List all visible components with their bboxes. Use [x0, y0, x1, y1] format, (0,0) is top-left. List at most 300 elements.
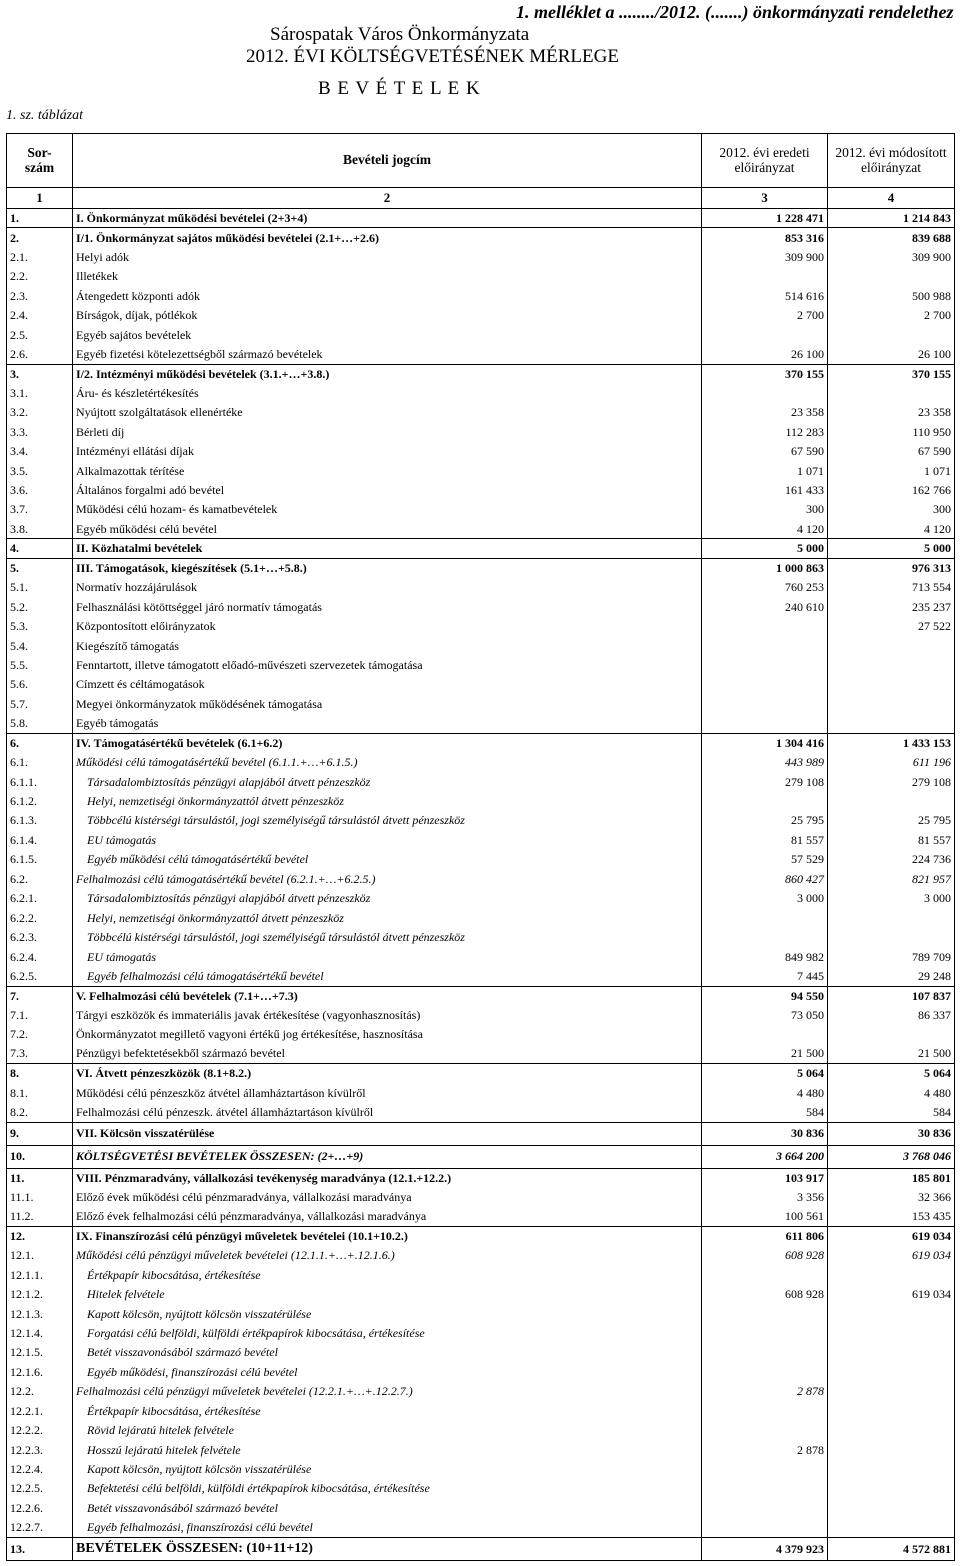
row-number: 6.1.1. — [7, 772, 73, 791]
modified-value: 153 435 — [828, 1207, 955, 1226]
modified-value: 789 709 — [828, 947, 955, 966]
row-number: 2.2. — [7, 267, 73, 286]
modified-value — [828, 1499, 955, 1518]
modified-value — [828, 1304, 955, 1323]
row-label: Fenntartott, illetve támogatott előadó-művészeti szervezetek támogatása — [73, 656, 702, 675]
table-row — [7, 422, 955, 441]
original-value — [702, 675, 828, 694]
original-value: 760 253 — [702, 578, 828, 597]
original-value — [702, 1518, 828, 1537]
original-value: 309 900 — [702, 247, 828, 266]
row-label: Helyi, nemzetiségi önkormányzattól átvett pénzeszköz — [73, 908, 702, 927]
row-number: 3. — [7, 364, 73, 383]
header-eredeti: 2012. évi eredeti előirányzat — [702, 134, 828, 188]
original-value: 30 836 — [702, 1122, 828, 1145]
modified-value: 4 480 — [828, 1083, 955, 1102]
header-modositott: 2012. évi módosított előirányzat — [828, 134, 955, 188]
modified-value: 23 358 — [828, 403, 955, 422]
row-label: Tárgyi eszközök és immateriális javak értékesítése (vagyonhasznosítás) — [73, 1005, 702, 1024]
table-row — [7, 1421, 955, 1440]
original-value: 2 878 — [702, 1440, 828, 1459]
modified-value: 976 313 — [828, 558, 955, 577]
original-value: 100 561 — [702, 1207, 828, 1226]
original-value: 1 000 863 — [702, 558, 828, 577]
original-value — [702, 1460, 828, 1479]
original-value: 5 000 — [702, 539, 828, 558]
table-row — [7, 228, 955, 247]
header-col-number: 2 — [73, 188, 702, 209]
modified-value — [828, 694, 955, 713]
modified-value — [828, 714, 955, 733]
row-label: Kiegészítő támogatás — [73, 636, 702, 655]
modified-value — [828, 636, 955, 655]
row-label: Áru- és készletértékesítés — [73, 383, 702, 402]
modified-value: 839 688 — [828, 228, 955, 247]
original-value: 2 878 — [702, 1382, 828, 1401]
table-row — [7, 1460, 955, 1479]
table-row — [7, 442, 955, 461]
table-row — [7, 850, 955, 869]
table-row — [7, 1324, 955, 1343]
row-label: VI. Átvett pénzeszközök (8.1+8.2.) — [73, 1064, 702, 1083]
row-number: 12.1. — [7, 1246, 73, 1265]
table-row — [7, 481, 955, 500]
original-value: 112 283 — [702, 422, 828, 441]
modified-value: 27 522 — [828, 617, 955, 636]
modified-value: 29 248 — [828, 967, 955, 986]
row-label: Értékpapír kibocsátása, értékesítése — [73, 1265, 702, 1284]
row-number: 3.3. — [7, 422, 73, 441]
original-value — [702, 1421, 828, 1440]
row-number: 5.4. — [7, 636, 73, 655]
table-row — [7, 1246, 955, 1265]
row-label: BEVÉTELEK ÖSSZESEN: (10+11+12) — [73, 1537, 702, 1560]
modified-value: 5 000 — [828, 539, 955, 558]
modified-value — [828, 267, 955, 286]
modified-value: 2 700 — [828, 306, 955, 325]
modified-value — [828, 1440, 955, 1459]
table-row — [7, 694, 955, 713]
original-value — [702, 617, 828, 636]
row-number: 6.2.4. — [7, 947, 73, 966]
original-value: 5 064 — [702, 1064, 828, 1083]
row-number: 6. — [7, 733, 73, 752]
row-number: 6.1.5. — [7, 850, 73, 869]
row-label: EU támogatás — [73, 947, 702, 966]
original-value: 26 100 — [702, 345, 828, 364]
table-row — [7, 1537, 955, 1560]
table-row — [7, 831, 955, 850]
row-label: Egyéb felhalmozási célú támogatásértékű bevétel — [73, 967, 702, 986]
original-value — [702, 1362, 828, 1381]
row-label: Egyéb működési célú támogatásértékű bevétel — [73, 850, 702, 869]
modified-value — [828, 1265, 955, 1284]
modified-value — [828, 1401, 955, 1420]
modified-value: 86 337 — [828, 1005, 955, 1024]
row-number: 12.2.5. — [7, 1479, 73, 1498]
table-row — [7, 714, 955, 733]
row-label: Hosszú lejáratú hitelek felvétele — [73, 1440, 702, 1459]
row-number: 3.4. — [7, 442, 73, 461]
modified-value — [828, 1382, 955, 1401]
table-row — [7, 1382, 955, 1401]
original-value: 4 120 — [702, 520, 828, 539]
row-number: 12.2.6. — [7, 1499, 73, 1518]
modified-value: 370 155 — [828, 364, 955, 383]
row-number: 6.2. — [7, 869, 73, 888]
row-number: 2.6. — [7, 345, 73, 364]
original-value: 4 480 — [702, 1083, 828, 1102]
row-number: 6.1.4. — [7, 831, 73, 850]
modified-value: 3 000 — [828, 889, 955, 908]
row-number: 11.1. — [7, 1188, 73, 1207]
row-label: Kapott kölcsön, nyújtott kölcsön visszatérülése — [73, 1460, 702, 1479]
row-label: Alkalmazottak térítése — [73, 461, 702, 480]
original-value: 7 445 — [702, 967, 828, 986]
table-row — [7, 636, 955, 655]
row-label: VII. Kölcsön visszatérülése — [73, 1122, 702, 1145]
modified-value: 235 237 — [828, 597, 955, 616]
modified-value: 619 034 — [828, 1246, 955, 1265]
table-row — [7, 1207, 955, 1226]
row-number: 12.1.3. — [7, 1304, 73, 1323]
row-number: 8.1. — [7, 1083, 73, 1102]
row-label: Pénzügyi befektetésekből származó bevétel — [73, 1044, 702, 1063]
modified-value — [828, 1362, 955, 1381]
row-label: Befektetési célú belföldi, külföldi értékpapírok kibocsátása, értékesítése — [73, 1479, 702, 1498]
row-label: Helyi adók — [73, 247, 702, 266]
original-value: 849 982 — [702, 947, 828, 966]
row-number: 12.1.5. — [7, 1343, 73, 1362]
header-jogcim: Bevételi jogcím — [73, 134, 702, 188]
original-value: 25 795 — [702, 811, 828, 830]
table-row — [7, 520, 955, 539]
row-number: 3.1. — [7, 383, 73, 402]
original-value — [702, 792, 828, 811]
row-number: 6.1.2. — [7, 792, 73, 811]
table-row — [7, 1005, 955, 1024]
row-number: 6.2.1. — [7, 889, 73, 908]
table-row — [7, 967, 955, 986]
table-row — [7, 578, 955, 597]
table-row — [7, 345, 955, 364]
table-row — [7, 403, 955, 422]
modified-value: 500 988 — [828, 286, 955, 305]
row-number: 6.2.2. — [7, 908, 73, 927]
modified-value: 26 100 — [828, 345, 955, 364]
original-value: 3 356 — [702, 1188, 828, 1207]
original-value: 279 108 — [702, 772, 828, 791]
row-label: EU támogatás — [73, 831, 702, 850]
row-label: Nyújtott szolgáltatások ellenértéke — [73, 403, 702, 422]
original-value: 161 433 — [702, 481, 828, 500]
row-number: 6.2.5. — [7, 967, 73, 986]
table-row — [7, 1265, 955, 1284]
modified-value — [828, 1025, 955, 1044]
original-value: 67 590 — [702, 442, 828, 461]
table-row — [7, 1362, 955, 1381]
row-number: 2.4. — [7, 306, 73, 325]
original-value: 4 379 923 — [702, 1537, 828, 1560]
municipality-name: Sárospatak Város Önkormányzata — [270, 24, 530, 45]
row-label: Egyéb működési, finanszírozási célú bevétel — [73, 1362, 702, 1381]
row-label: KÖLTSÉGVETÉSI BEVÉTELEK ÖSSZESEN: (2+…+9) — [73, 1145, 702, 1168]
table-row — [7, 1440, 955, 1459]
table-row — [7, 247, 955, 266]
table-row — [7, 1518, 955, 1537]
row-number: 3.5. — [7, 461, 73, 480]
row-number: 3.8. — [7, 520, 73, 539]
row-label: Betét visszavonásából származó bevétel — [73, 1499, 702, 1518]
table-row — [7, 286, 955, 305]
row-number: 4. — [7, 539, 73, 558]
original-value: 3 000 — [702, 889, 828, 908]
table-row — [7, 597, 955, 616]
header-col-number: 1 — [7, 188, 73, 209]
modified-value: 619 034 — [828, 1285, 955, 1304]
modified-value: 32 366 — [828, 1188, 955, 1207]
original-value — [702, 1401, 828, 1420]
original-value — [702, 928, 828, 947]
original-value — [702, 1343, 828, 1362]
original-value — [702, 656, 828, 675]
modified-value — [828, 1324, 955, 1343]
original-value: 443 989 — [702, 753, 828, 772]
table-row — [7, 1499, 955, 1518]
table-row — [7, 889, 955, 908]
row-number: 7.2. — [7, 1025, 73, 1044]
original-value — [702, 636, 828, 655]
row-label: Központosított előirányzatok — [73, 617, 702, 636]
original-value — [702, 325, 828, 344]
table-row — [7, 267, 955, 286]
modified-value: 110 950 — [828, 422, 955, 441]
original-value: 21 500 — [702, 1044, 828, 1063]
row-number: 11. — [7, 1168, 73, 1187]
modified-value — [828, 325, 955, 344]
original-value — [702, 908, 828, 927]
row-label: Bírságok, díjak, pótlékok — [73, 306, 702, 325]
row-number: 5.3. — [7, 617, 73, 636]
original-value: 608 928 — [702, 1285, 828, 1304]
table-row — [7, 1304, 955, 1323]
original-value: 1 228 471 — [702, 209, 828, 228]
row-number: 5.2. — [7, 597, 73, 616]
row-label: Helyi, nemzetiségi önkormányzattól átvett pénzeszköz — [73, 792, 702, 811]
row-number: 8. — [7, 1064, 73, 1083]
table-row — [7, 792, 955, 811]
modified-value — [828, 656, 955, 675]
row-label: Illetékek — [73, 267, 702, 286]
modified-value: 1 433 153 — [828, 733, 955, 752]
row-number: 12.2.7. — [7, 1518, 73, 1537]
row-number: 2.3. — [7, 286, 73, 305]
row-number: 2. — [7, 228, 73, 247]
row-number: 5.5. — [7, 656, 73, 675]
row-number: 13. — [7, 1537, 73, 1560]
header-col-number: 4 — [828, 188, 955, 209]
original-value: 584 — [702, 1103, 828, 1122]
original-value: 370 155 — [702, 364, 828, 383]
row-number: 6.1.3. — [7, 811, 73, 830]
row-label: Értékpapír kibocsátása, értékesítése — [73, 1401, 702, 1420]
modified-value: 21 500 — [828, 1044, 955, 1063]
modified-value: 713 554 — [828, 578, 955, 597]
row-label: Bérleti díj — [73, 422, 702, 441]
modified-value — [828, 1421, 955, 1440]
row-number: 12.1.4. — [7, 1324, 73, 1343]
original-value: 57 529 — [702, 850, 828, 869]
table-row — [7, 1064, 955, 1083]
row-number: 12.2.1. — [7, 1401, 73, 1420]
row-label: Felhalmozási célú támogatásértékű bevétel (6.2.1.+…+6.2.5.) — [73, 869, 702, 888]
row-number: 2.1. — [7, 247, 73, 266]
row-label: Egyéb működési célú bevétel — [73, 520, 702, 539]
table-row — [7, 869, 955, 888]
header-col-number: 3 — [702, 188, 828, 209]
row-number: 10. — [7, 1145, 73, 1168]
original-value: 853 316 — [702, 228, 828, 247]
original-value: 1 304 416 — [702, 733, 828, 752]
original-value: 240 610 — [702, 597, 828, 616]
row-number: 6.1. — [7, 753, 73, 772]
original-value — [702, 383, 828, 402]
row-number: 2.5. — [7, 325, 73, 344]
row-label: Önkormányzatot megillető vagyoni értékű jog értékesítése, hasznosítása — [73, 1025, 702, 1044]
row-label: Előző évek működési célú pénzmaradványa, vállalkozási maradványa — [73, 1188, 702, 1207]
modified-value — [828, 383, 955, 402]
row-label: Egyéb sajátos bevételek — [73, 325, 702, 344]
original-value: 103 917 — [702, 1168, 828, 1187]
modified-value — [828, 1479, 955, 1498]
page-title: 2012. ÉVI KÖLTSÉGVETÉSÉNEK MÉRLEGE — [246, 46, 619, 67]
table-row — [7, 364, 955, 383]
revenue-table — [6, 133, 955, 1561]
header-sorszam: Sor- szám — [7, 134, 73, 188]
row-label: VIII. Pénzmaradvány, vállalkozási tevékenység maradványa (12.1.+12.2.) — [73, 1168, 702, 1187]
modified-value — [828, 1518, 955, 1537]
table-row — [7, 1226, 955, 1245]
table-row — [7, 947, 955, 966]
row-number: 12.1.6. — [7, 1362, 73, 1381]
table-row — [7, 1103, 955, 1122]
row-number: 12. — [7, 1226, 73, 1245]
modified-value: 185 801 — [828, 1168, 955, 1187]
row-label: Többcélú kistérségi társulástól, jogi személyiségű társulástól átvett pénzeszköz — [73, 928, 702, 947]
row-label: Egyéb támogatás — [73, 714, 702, 733]
original-value — [702, 1265, 828, 1284]
table-row — [7, 811, 955, 830]
row-number: 5.1. — [7, 578, 73, 597]
row-label: IX. Finanszírozási célú pénzügyi műveletek bevételei (10.1+10.2.) — [73, 1226, 702, 1245]
original-value — [702, 1479, 828, 1498]
table-row — [7, 461, 955, 480]
modified-value: 619 034 — [828, 1226, 955, 1245]
row-label: Felhalmozási célú pénzeszk. átvétel államháztartáson kívülről — [73, 1103, 702, 1122]
row-number: 5.8. — [7, 714, 73, 733]
table-row — [7, 539, 955, 558]
modified-value: 4 572 881 — [828, 1537, 955, 1560]
row-label: Működési célú támogatásértékű bevétel (6.1.1.+…+6.1.5.) — [73, 753, 702, 772]
table-row — [7, 558, 955, 577]
modified-value: 224 736 — [828, 850, 955, 869]
row-label: V. Felhalmozási célú bevételek (7.1+…+7.3) — [73, 986, 702, 1005]
row-label: Hitelek felvétele — [73, 1285, 702, 1304]
table-row — [7, 753, 955, 772]
original-value: 23 358 — [702, 403, 828, 422]
row-number: 5. — [7, 558, 73, 577]
row-number: 12.2.3. — [7, 1440, 73, 1459]
row-label: Felhasználási kötöttséggel járó normatív támogatás — [73, 597, 702, 616]
original-value: 611 806 — [702, 1226, 828, 1245]
modified-value: 584 — [828, 1103, 955, 1122]
row-label: Átengedett központi adók — [73, 286, 702, 305]
row-number: 12.2. — [7, 1382, 73, 1401]
row-number: 12.1.1. — [7, 1265, 73, 1284]
original-value — [702, 1025, 828, 1044]
table-row — [7, 1401, 955, 1420]
modified-value: 25 795 — [828, 811, 955, 830]
row-number: 1. — [7, 209, 73, 228]
modified-value: 611 196 — [828, 753, 955, 772]
table-row — [7, 1145, 955, 1168]
row-number: 7.1. — [7, 1005, 73, 1024]
table-row — [7, 986, 955, 1005]
row-label: Társadalombiztosítás pénzügyi alapjából átvett pénzeszköz — [73, 889, 702, 908]
modified-value: 821 957 — [828, 869, 955, 888]
row-label: Címzett és céltámogatások — [73, 675, 702, 694]
modified-value: 1 214 843 — [828, 209, 955, 228]
table-row — [7, 325, 955, 344]
row-label: Intézményi ellátási díjak — [73, 442, 702, 461]
row-number: 9. — [7, 1122, 73, 1145]
row-label: Rövid lejáratú hitelek felvétele — [73, 1421, 702, 1440]
table-row — [7, 772, 955, 791]
table-row — [7, 1479, 955, 1498]
row-number: 3.6. — [7, 481, 73, 500]
row-label: Működési célú pénzügyi műveletek bevételei (12.1.1.+…+.12.1.6.) — [73, 1246, 702, 1265]
table-row — [7, 617, 955, 636]
modified-value — [828, 928, 955, 947]
table-label: 1. sz. táblázat — [6, 108, 84, 123]
modified-value — [828, 1343, 955, 1362]
row-label: Forgatási célú belföldi, külföldi értékpapírok kibocsátása, értékesítése — [73, 1324, 702, 1343]
original-value: 94 550 — [702, 986, 828, 1005]
modified-value: 5 064 — [828, 1064, 955, 1083]
table-row — [7, 1168, 955, 1187]
table-row — [7, 1122, 955, 1145]
table-row — [7, 1025, 955, 1044]
row-label: Működési célú pénzeszköz átvétel államháztartáson kívülről — [73, 1083, 702, 1102]
row-label: Előző évek felhalmozási célú pénzmaradványa, vállalkozási maradványa — [73, 1207, 702, 1226]
row-number: 5.6. — [7, 675, 73, 694]
row-number: 11.2. — [7, 1207, 73, 1226]
modified-value: 4 120 — [828, 520, 955, 539]
row-label: I/1. Önkormányzat sajátos működési bevételei (2.1+…+2.6) — [73, 228, 702, 247]
row-label: Társadalombiztosítás pénzügyi alapjából átvett pénzeszköz — [73, 772, 702, 791]
table-row — [7, 675, 955, 694]
row-label: Egyéb felhalmozási, finanszírozási célú bevétel — [73, 1518, 702, 1537]
original-value — [702, 1324, 828, 1343]
modified-value — [828, 1460, 955, 1479]
row-label: Kapott kölcsön, nyújtott kölcsön visszatérülése — [73, 1304, 702, 1323]
table-row — [7, 209, 955, 228]
original-value: 860 427 — [702, 869, 828, 888]
modified-value: 30 836 — [828, 1122, 955, 1145]
table-row — [7, 908, 955, 927]
original-value — [702, 267, 828, 286]
row-number: 3.7. — [7, 500, 73, 519]
